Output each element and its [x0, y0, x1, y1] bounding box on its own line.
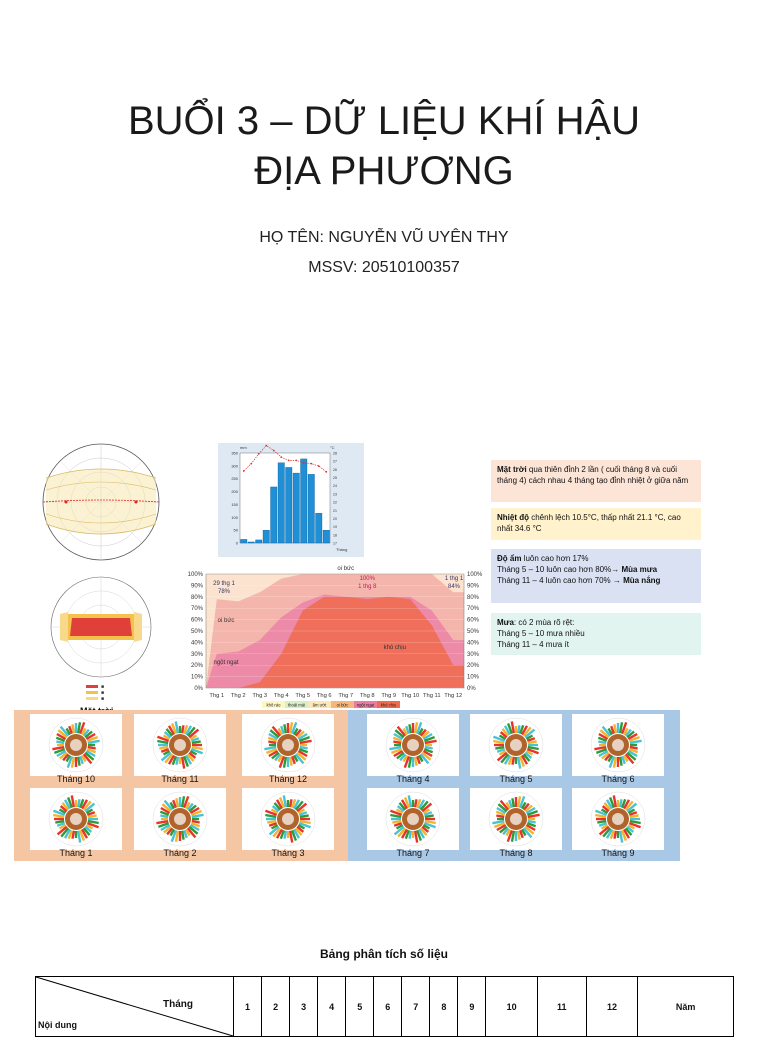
hum-annotation: khó chịu — [383, 645, 406, 651]
table-month-header: 10 — [486, 977, 537, 1037]
wind-rose-right-2 — [572, 714, 664, 776]
rain-bar — [278, 463, 285, 543]
table-corner-cell — [36, 977, 234, 1037]
wind-rose-label: Tháng 8 — [499, 848, 533, 858]
wind-rose-label: Tháng 12 — [268, 774, 308, 784]
temperature-point — [280, 456, 282, 458]
wind-rose-left-2 — [242, 714, 334, 776]
bar-y-tick: 250 — [231, 476, 238, 482]
rain-bar — [293, 473, 300, 543]
hum-legend-label: ngột ngạt — [356, 702, 375, 708]
hum-x-tick: Thg 10 — [401, 693, 420, 699]
table-month-header: 7 — [402, 977, 430, 1037]
hum-y-tick: 100% — [187, 572, 203, 578]
note-rain-line3: Tháng 11 – 4 mưa ít — [497, 640, 569, 649]
temperature-point — [318, 465, 320, 467]
sun-shading-legend: ■ ■ ■ — [86, 684, 104, 702]
hum-y-tick-right: 30% — [467, 651, 480, 658]
hum-x-tick: Thg 1 — [209, 693, 225, 699]
wind-rose-left-5 — [242, 788, 334, 850]
temperature-point — [273, 450, 275, 452]
rain-bar — [308, 474, 315, 543]
hum-annotation: 84% — [447, 584, 461, 590]
rain-bar — [256, 540, 263, 543]
table-month-header: 11 — [537, 977, 586, 1037]
hum-y-tick-right: 50% — [467, 629, 480, 635]
hum-y-tick-right: 20% — [467, 663, 480, 670]
hum-annotation: 29 thg 1 — [213, 581, 235, 587]
table-month-header: 3 — [290, 977, 318, 1037]
wind-rose-right-1 — [470, 714, 562, 776]
analysis-table — [35, 976, 734, 1037]
hum-annotation: oi bức — [217, 618, 235, 624]
student-name: HỌ TÊN: NGUYỄN VŨ UYÊN THY — [259, 229, 509, 246]
hum-y-tick: 80% — [190, 594, 203, 601]
hum-legend-label: thoải mái — [288, 702, 305, 708]
wind-rose-label: Tháng 6 — [601, 774, 635, 784]
title-line-2: ĐỊA PHƯƠNG — [254, 149, 514, 193]
hum-x-tick: Thg 6 — [316, 693, 332, 699]
hum-x-tick: Thg 8 — [359, 693, 375, 699]
wind-rose-label: Tháng 5 — [499, 774, 533, 784]
bar-y-tick: 100 — [231, 514, 238, 520]
table-month-header: 6 — [374, 977, 402, 1037]
rain-bar — [263, 530, 270, 543]
note-hum-line3: Tháng 11 – 4 luôn cao hơn 70% → — [497, 576, 624, 585]
note-hum-bold: Độ ẩm — [497, 554, 522, 563]
rain-bar — [248, 542, 255, 543]
bar-right-tick: 24 — [333, 484, 337, 489]
temperature-point — [265, 445, 267, 447]
note-rain-line2: Tháng 5 – 10 mưa nhiều — [497, 629, 585, 638]
wind-rose-label: Tháng 4 — [396, 774, 430, 784]
bar-right-tick: 28 — [333, 451, 337, 456]
wind-rose-label: Tháng 7 — [396, 848, 430, 858]
note-hum-line2: Tháng 5 – 10 luôn cao hơn 80%→ — [497, 565, 622, 574]
hum-legend-label: oi bức — [336, 702, 349, 708]
table-month-header: Năm — [638, 977, 734, 1037]
hum-legend-label: khô ráo — [266, 702, 281, 708]
student-id: MSSV: 20510100357 — [308, 259, 460, 276]
temperature-point — [303, 462, 305, 464]
hum-annotation: 1 thg 8 — [358, 584, 377, 590]
hum-x-tick: Thg 9 — [381, 693, 397, 699]
rainfall-bar-chart — [218, 443, 364, 557]
wind-rose-label: Tháng 3 — [271, 848, 305, 858]
temperature-point — [295, 459, 297, 461]
title-line-1: BUỔI 3 – DỮ LIỆU KHÍ HẬU — [127, 99, 641, 143]
hum-y-tick-right: 40% — [467, 640, 480, 647]
table-month-header: 1 — [234, 977, 262, 1037]
hum-x-tick: Thg 2 — [230, 693, 246, 699]
hum-y-tick-right: 10% — [467, 674, 480, 681]
hum-legend-label: âm ướt — [312, 702, 327, 708]
rain-bar — [286, 467, 293, 543]
wind-rose-right-5 — [572, 788, 664, 850]
table-row-label: Nội dung — [38, 1020, 77, 1030]
temperature-point — [243, 470, 245, 472]
bar-right-tick: 20 — [333, 516, 337, 521]
note-sun-text: qua thiên đỉnh 2 lần ( cuối tháng 8 và cuối tháng 4) cách nhau 4 tháng tạo đỉnh nhiệt ở giữa năm — [497, 465, 689, 485]
sun-shading-diagram — [46, 572, 156, 692]
note-rain-text: : có 2 mùa rõ rệt: — [513, 618, 575, 627]
hum-y-tick: 0% — [194, 686, 203, 692]
bar-right-tick: 17 — [333, 541, 337, 546]
bar-y-tick: 300 — [231, 463, 238, 469]
table-month-header: 8 — [430, 977, 458, 1037]
note-hum-line2b: Mùa mưa — [621, 565, 658, 574]
rain-bar — [323, 530, 330, 543]
wind-rose-left-0 — [30, 714, 122, 776]
hum-y-tick-right: 0% — [467, 686, 476, 692]
wind-rose-label: Tháng 2 — [163, 848, 197, 858]
table-month-header: 5 — [346, 977, 374, 1037]
hum-y-tick: 40% — [190, 640, 203, 647]
hum-y-tick: 10% — [190, 674, 203, 681]
bar-y-tick: 200 — [231, 489, 238, 495]
table-header-row — [36, 977, 734, 1037]
hum-y-tick-right: 100% — [467, 572, 483, 578]
wind-rose-label: Tháng 1 — [59, 848, 93, 858]
bar-right-tick: 21 — [333, 508, 337, 513]
wind-rose-left-3 — [30, 788, 122, 850]
slide-title — [0, 96, 768, 196]
table-title: Bảng phân tích số liệu — [319, 947, 448, 961]
hum-annotation: oi bức — [337, 566, 355, 572]
bar-y-tick: 50 — [233, 527, 238, 533]
bar-right-tick: 26 — [333, 467, 337, 472]
temperature-point — [288, 459, 290, 461]
note-temperature — [491, 508, 701, 540]
hum-x-tick: Thg 12 — [444, 693, 463, 699]
table-month-header: 12 — [586, 977, 637, 1037]
wind-rose-label: Tháng 11 — [161, 774, 199, 784]
hum-annotation: 100% — [359, 576, 375, 582]
bar-y-tick: 350 — [231, 450, 238, 456]
table-header-label: Tháng — [163, 999, 193, 1010]
bar-y-tick: 150 — [231, 501, 238, 507]
temperature-point — [250, 463, 252, 465]
hum-x-tick: Thg 4 — [273, 693, 289, 699]
humidity-comfort-chart — [182, 562, 490, 710]
hum-annotation: 1 thg 1 — [444, 576, 464, 582]
bar-x-label: Tháng — [336, 547, 348, 552]
hum-x-tick: Thg 5 — [295, 693, 311, 699]
hum-x-tick: Thg 7 — [338, 693, 354, 699]
hum-y-tick: 20% — [190, 663, 203, 670]
table-month-header: 9 — [458, 977, 486, 1037]
temperature-point — [325, 471, 327, 473]
hum-legend-label: khó chịu — [380, 702, 397, 708]
hum-y-tick-right: 80% — [467, 594, 480, 601]
hum-y-tick: 60% — [190, 617, 203, 624]
temperature-point — [310, 463, 312, 465]
note-sun-bold: Mặt trời — [497, 465, 527, 474]
bar-right-tick: 27 — [333, 459, 337, 464]
hum-x-tick: Thg 11 — [422, 693, 441, 699]
note-rain-bold: Mưa — [497, 618, 514, 627]
note-sun — [491, 460, 701, 502]
wind-rose-right-0 — [367, 714, 459, 776]
bar-left-unit: mm — [240, 445, 247, 450]
rain-bar — [316, 513, 323, 543]
hum-y-tick: 70% — [190, 606, 203, 613]
hum-y-tick: 30% — [190, 651, 203, 658]
bar-right-tick: 25 — [333, 476, 337, 481]
hum-x-tick: Thg 3 — [252, 693, 268, 699]
hum-y-tick: 90% — [190, 583, 203, 590]
table-month-header: 2 — [262, 977, 290, 1037]
bar-right-unit: °C — [330, 445, 335, 450]
bar-right-tick: 19 — [333, 525, 337, 530]
hum-y-tick-right: 60% — [467, 617, 480, 624]
wind-rose-label: Tháng 10 — [56, 774, 96, 784]
bar-y-tick: 0 — [235, 540, 238, 546]
wind-rose-label: Tháng 9 — [601, 848, 635, 858]
hum-annotation: ngột ngạt — [213, 660, 239, 666]
note-humidity — [491, 549, 701, 603]
temperature-point — [258, 453, 260, 455]
bar-right-tick: 22 — [333, 500, 337, 505]
bar-right-tick: 23 — [333, 492, 337, 497]
wind-rose-right-4 — [470, 788, 562, 850]
note-rain — [491, 613, 701, 655]
note-temp-bold: Nhiệt độ — [497, 513, 529, 522]
rain-bar — [301, 459, 308, 543]
rain-bar — [271, 487, 278, 543]
hum-annotation: 78% — [217, 589, 231, 595]
rain-bar — [241, 539, 248, 543]
hum-y-tick-right: 90% — [467, 583, 480, 590]
table-month-header: 4 — [318, 977, 346, 1037]
note-hum-line3b: Mùa nắng — [623, 576, 661, 585]
bar-right-tick: 18 — [333, 533, 337, 538]
wind-rose-left-1 — [134, 714, 226, 776]
hum-y-tick-right: 70% — [467, 606, 480, 613]
hum-y-tick: 50% — [190, 629, 203, 635]
note-hum-text: luôn cao hơn 17% — [521, 554, 589, 563]
wind-rose-right-3 — [367, 788, 459, 850]
note-temp-text: chênh lệch 10.5°C, thấp nhất 21.1 °C, cao nhất 34.6 °C — [497, 513, 681, 533]
sun-path-diagram — [26, 440, 176, 564]
wind-rose-left-4 — [134, 788, 226, 850]
